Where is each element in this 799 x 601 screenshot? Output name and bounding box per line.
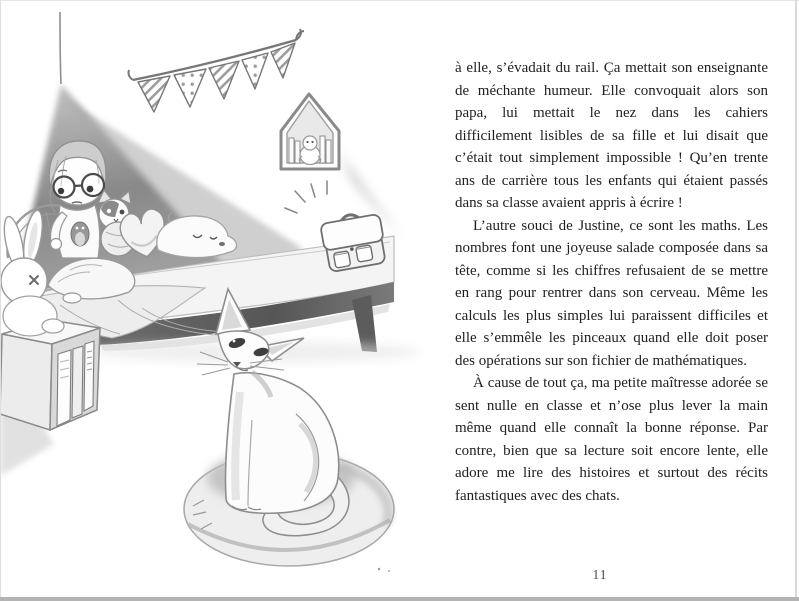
cube-bookshelf bbox=[0, 320, 100, 476]
shine-lines bbox=[285, 181, 327, 213]
page-number: 11 bbox=[592, 567, 608, 582]
window-border-left bbox=[0, 0, 1, 601]
paragraph: à elle, s’évadait du rail. Ça mettait son enseignante de méchante humeur. Elle convoquait alors son papa, lui mettait le nez dans les cahiers difficilement lisibles de sa fille et lui disait que c’était tout simplement impossible ! Qu’en trente ans de carrière tous les enfants qui étaient passés dans sa classe avaient appris à écrire ! bbox=[455, 60, 768, 211]
owl-print bbox=[71, 222, 89, 246]
window-border-bottom bbox=[0, 597, 799, 601]
window-border-right bbox=[795, 0, 797, 601]
house-shelf bbox=[281, 94, 402, 238]
flag-striped bbox=[209, 61, 239, 99]
flag-striped bbox=[271, 43, 295, 78]
flag-dotted bbox=[242, 53, 268, 89]
paragraph: À cause de tout ça, ma petite maîtresse adorée se sent nulle en classe et n’ose plus lever la main même quand elle connaît la bonne réponse. Par contre, bien que sa lecture soit encore lente, elle adore me lire des histoires et surtout des récits fantastiques avec des chats. bbox=[455, 375, 768, 504]
window-border-top bbox=[0, 0, 799, 1]
girl-foot bbox=[63, 293, 81, 303]
text-column bbox=[455, 57, 768, 507]
bunting-garland bbox=[129, 29, 305, 112]
flag-striped bbox=[138, 76, 170, 112]
text-page bbox=[440, 0, 799, 601]
paragraph: L’autre souci de Justine, ce sont les maths. Les nombres font une joyeuse salade composée dans sa tête, comme si les chiffres refusaient de se mettre en rang pour rentrer dans son cerveau. Même les calculs les plus simples lui paraissent difficiles et elle s’emmêle les pinceaux quand elle doit poser des opérations sur son fichier de mathématiques. bbox=[455, 217, 768, 369]
flag-dotted bbox=[174, 69, 206, 107]
